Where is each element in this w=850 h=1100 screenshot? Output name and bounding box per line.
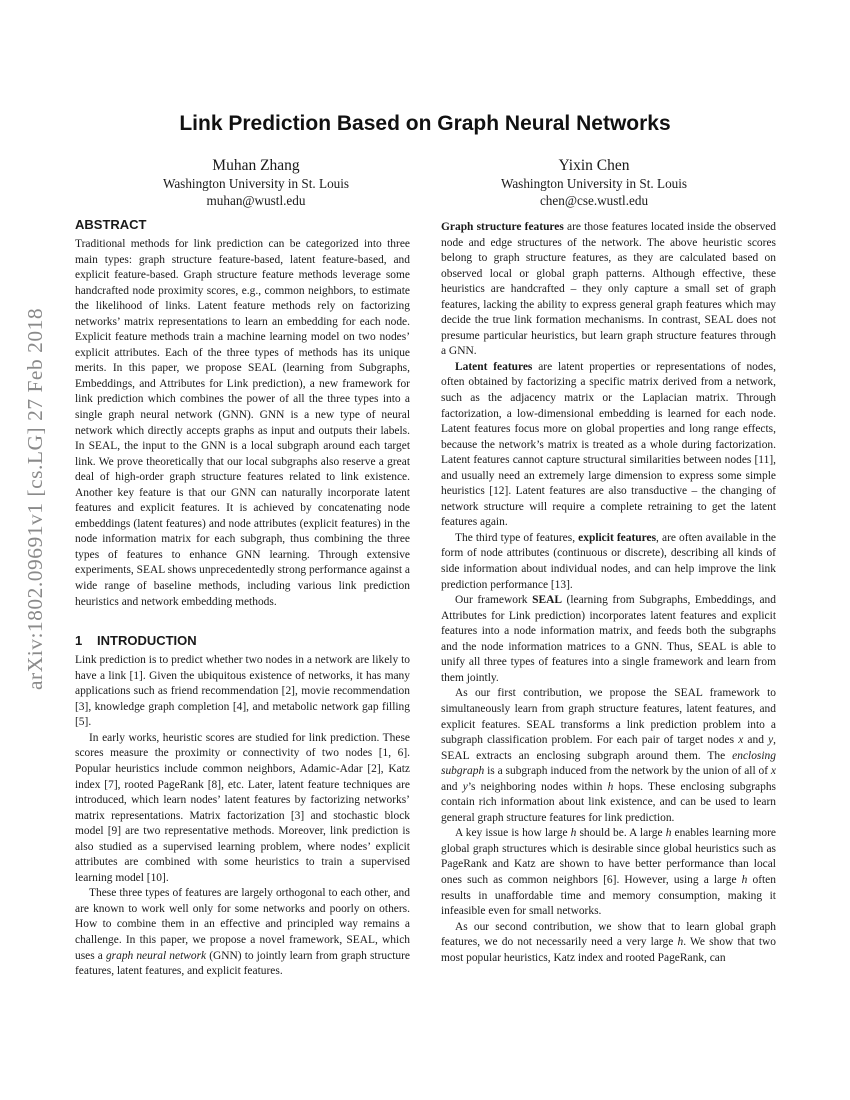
left-column — [75, 216, 410, 980]
paragraph-seal-framework: Our framework SEAL (learning from Subgraphs, Embeddings, and Attributes for Link prediction) incorporates latent features and explicit features into a node information matrix, and feeds both the subgraphs and the node information matrices to a GNN. Thus, SEAL is able to unify all three types of features into a single framework and learn from them jointly. — [441, 594, 776, 684]
section-title: INTRODUCTION — [97, 633, 197, 649]
intro-paragraph-2: In early works, heuristic scores are studied for link prediction. These scores measure the proximity or connectivity of two nodes [1, 6]. Popular heuristics include common neighbors, Adamic-Adar [2], Katz index [7], rooted PageRank [8], etc. Later, latent feature techniques are introduced, which learn nodes’ latent features by factorizing networks’ matrix representations. Matrix factorization [3] and stochastic block model [9] are two representative methods. Moreover, link prediction is also studied as a supervised learning problem, where nodes’ explicit attributes are combined with some heuristics to train a supervised learning model [10]. — [75, 731, 410, 884]
author-block-2 — [444, 156, 744, 209]
section-number: 1 — [75, 633, 83, 649]
paragraph-second-contribution: As our second contribution, we show that to learn global graph features, we do not necessarily need a very large h. We show that two most popular heuristics, Katz index and rooted PageRank, can — [441, 920, 776, 964]
abstract-heading: ABSTRACT — [75, 217, 147, 232]
author-affiliation: Washington University in St. Louis — [500, 176, 688, 191]
paragraph-graph-structure-features: Graph structure features are those features located inside the observed node and edge structures of the network. The above heuristic scores belong to graph structure features, as they are calculated based on observed local or global graph patterns. Although effective, these heuristics are handcrafted – they only capture a small set of graph features, lacking the ability to express general graph features which may decide the true link formation mechanisms. In contrast, SEAL does not presume particular heuristics, but learn graph structure features through a GNN. — [441, 221, 776, 358]
author-email: muhan@wustl.edu — [206, 192, 306, 208]
author-block-1 — [106, 156, 406, 209]
arxiv-identifier-stamp: arXiv:1802.09691v1 [cs.LG] 27 Feb 2018 — [23, 307, 47, 690]
right-column — [441, 220, 776, 966]
abstract-text: Traditional methods for link prediction can be categorized into three main types: graph structure feature-based, latent feature-based, and explicit feature-based. Graph structure feature methods leverage some handcrafted node proximity scores, e.g., common neighbors, to estimate the likelihood of links. Latent feature methods rely on factorizing networks’ matrix representations to learn an embedding for each node. Explicit feature methods train a machine learning model on two nodes’ explicit attributes. Each of the three types of methods has its unique merits. In this paper, we propose SEAL (learning from Subgraphs, Embeddings, and Attributes for Link prediction), a new framework for link prediction which combines the power of all the three types into a single graph neural network (GNN). GNN is a new type of neural network which directly accepts graphs as input and outputs their labels. In SEAL, the input to the GNN is a local subgraph around each target link. We prove theoretically that our local subgraphs also reserve a great deal of high-order graph structure features related to link existence. Another key feature is that our GNN can naturally incorporate latent features and explicit features. It is achieved by concatenating node embeddings (latent features) and node attributes (explicit features) in the node information matrix for each subgraph, thus combining the three types of features to enhance GNN learning. Through extensive experiments, SEAL shows unprecedentedly strong performance against a wide range of baseline methods, including various link prediction heuristics and network embedding methods. — [75, 238, 410, 608]
paragraph-latent-features: Latent features are latent properties or representations of nodes, often obtained by factorizing a specific matrix derived from a network, such as the adjacency matrix or the Laplacian matrix. Through factorization, a low-dimensional embedding is learned for each node. Latent features focus more on global properties and long range effects, because the network’s matrix is treated as a whole during factorization. Latent features cannot capture structural similarities between nodes [11], and usually need an extremely large dimension to express some simple heuristics [12]. Latent features are also transductive – the changing of network structure will require a complete retraining to get the latent features again. — [441, 360, 776, 529]
paper-title: Link Prediction Based on Graph Neural Networks — [179, 112, 671, 135]
paragraph-explicit-features: The third type of features, explicit features, are often available in the form of node attributes (continuous or discrete), describing all kinds of side information about individual nodes, and can help improve the link prediction performance [13]. — [441, 531, 777, 591]
author-name: Muhan Zhang — [212, 157, 300, 174]
paragraph-first-contribution: As our first contribution, we propose the SEAL framework to simultaneously learn from graph structure features, latent features, and explicit features. SEAL transforms a link prediction problem into a subgraph classification problem. For each pair of target nodes x and y, SEAL extracts an enclosing subgraph around them. The enclosing subgraph is a subgraph induced from the network by the union of all of x and y’s neighboring nodes within h hops. These enclosing subgraphs contain rich information about link existence, and can be used to learn general graph structure features for link prediction. — [441, 687, 776, 824]
section-heading-introduction — [75, 632, 410, 650]
emphasis-gnn: graph neural network — [105, 949, 207, 962]
author-email: chen@cse.wustl.edu — [539, 192, 649, 208]
intro-paragraph-1: Link prediction is to predict whether two nodes in a network are likely to have a link [1]. Given the ubiquitous existence of networks, it has many applications such as friend recommendation [2], movie recommendation [3], knowledge graph completion [4], and metabolic network gap filling [5]. — [75, 654, 410, 729]
author-name: Yixin Chen — [558, 157, 630, 174]
intro-paragraph-3: These three types of features are largely orthogonal to each other, and are known to work well only for some networks and poorly on others. How to combine them in an effective and principled way remains a challenge. In this paper, we propose a novel framework, SEAL, which uses a graph neural network (GNN) to jointly learn from graph structure features, latent features, and explicit features. — [75, 887, 410, 978]
author-affiliation: Washington University in St. Louis — [162, 176, 350, 191]
paragraph-key-issue: A key issue is how large h should be. A large h enables learning more global graph structures which is desirable since global heuristics such as PageRank and Katz are shown to have better performance than local ones such as common neighbors [6]. However, using a large h often results in unaffordable time and memory consumption, making it infeasible even for small networks. — [441, 827, 776, 918]
